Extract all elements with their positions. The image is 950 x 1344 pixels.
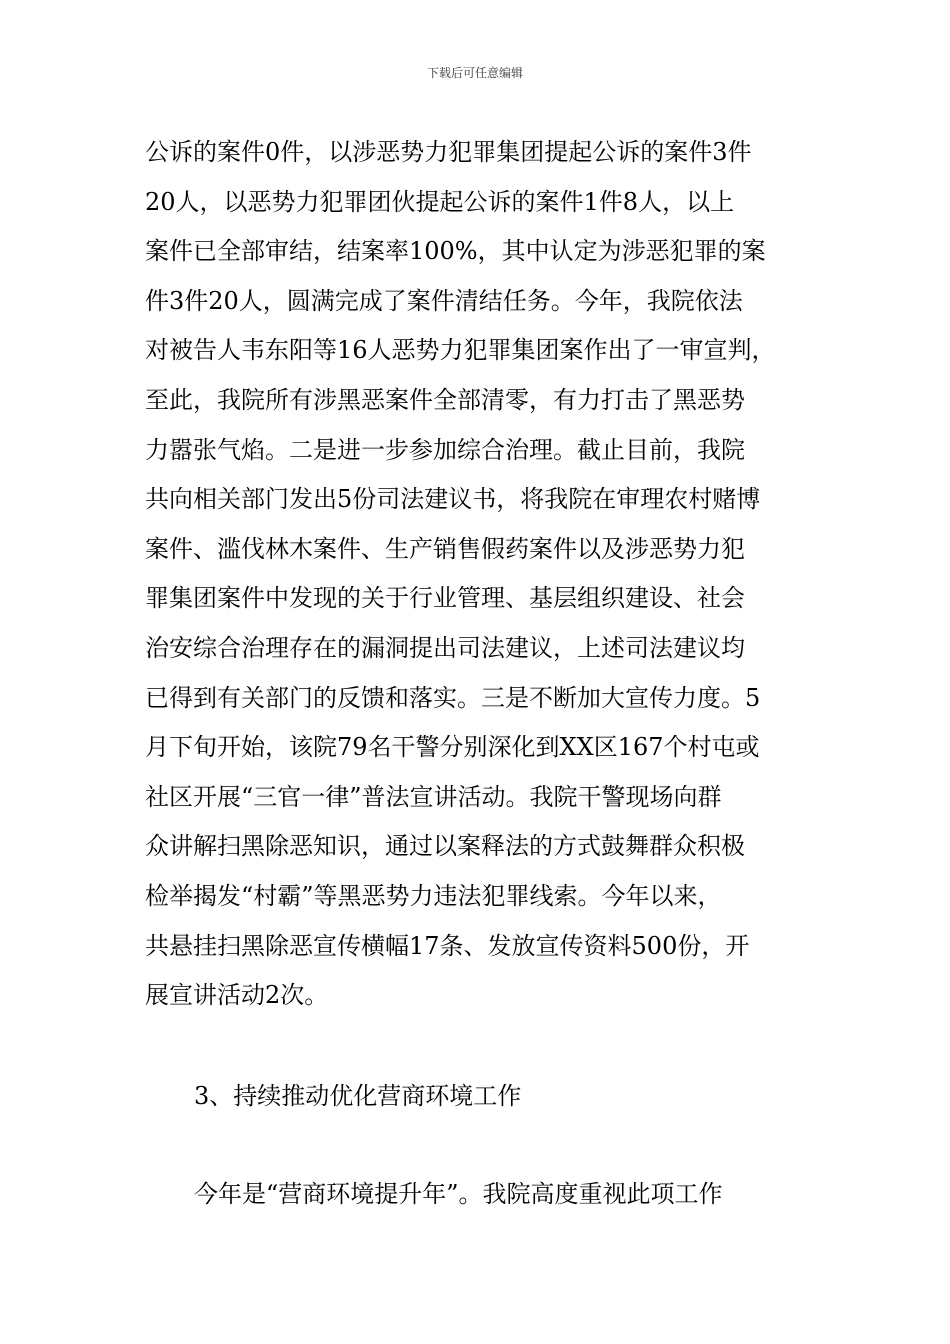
text-line: 罪集团案件中发现的关于行业管理、基层组织建设、社会 <box>145 584 745 613</box>
page-header: 下载后可任意编辑 <box>426 66 523 80</box>
text-line: 展宣讲活动2次。 <box>145 981 329 1010</box>
text-line: 对被告人韦东阳等16人恶势力犯罪集团案作出了一审宣判， <box>145 336 776 365</box>
text-line: 众讲解扫黑除恶知识，通过以案释法的方式鼓舞群众积极 <box>145 832 745 861</box>
text-line: 共向相关部门发出5份司法建议书，将我院在审理农村赌博 <box>145 485 761 514</box>
text-line: 共悬挂扫黑除恶宣传横幅17条、发放宣传资料500份，开 <box>145 931 750 960</box>
section-paragraph-first-line: 今年是“营商环境提升年”。我院高度重视此项工作 <box>194 1180 723 1208</box>
text-line: 治安综合治理存在的漏洞提出司法建议，上述司法建议均 <box>145 633 745 662</box>
text-line: 力嚣张气焰。二是进一步参加综合治理。截止目前，我院 <box>145 435 745 464</box>
text-line: 至此，我院所有涉黑恶案件全部清零，有力打击了黑恶势 <box>145 385 745 414</box>
text-line: 案件已全部审结，结案率100%，其中认定为涉恶犯罪的案 <box>145 237 766 266</box>
text-line: 20人，以恶势力犯罪团伙提起公诉的案件1件8人，以上 <box>145 187 735 216</box>
section-heading: 3、持续推动优化营商环境工作 <box>194 1082 522 1110</box>
text-line: 社区开展“三官一律”普法宣讲活动。我院干警现场向群 <box>145 782 722 811</box>
body-paragraph <box>145 128 825 1021</box>
text-line: 案件、滥伐林木案件、生产销售假药案件以及涉恶势力犯 <box>145 534 745 563</box>
text-line: 已得到有关部门的反馈和落实。三是不断加大宣传力度。5 <box>145 683 761 712</box>
text-line: 件3件20人，圆满完成了案件清结任务。今年，我院依法 <box>145 286 743 315</box>
text-line: 公诉的案件0件，以涉恶势力犯罪集团提起公诉的案件3件 <box>145 138 752 166</box>
text-line: 月下旬开始，该院79名干警分别深化到XX区167个村屯或 <box>145 733 760 762</box>
text-line: 检举揭发“村霸”等黑恶势力违法犯罪线索。今年以来， <box>145 881 722 910</box>
